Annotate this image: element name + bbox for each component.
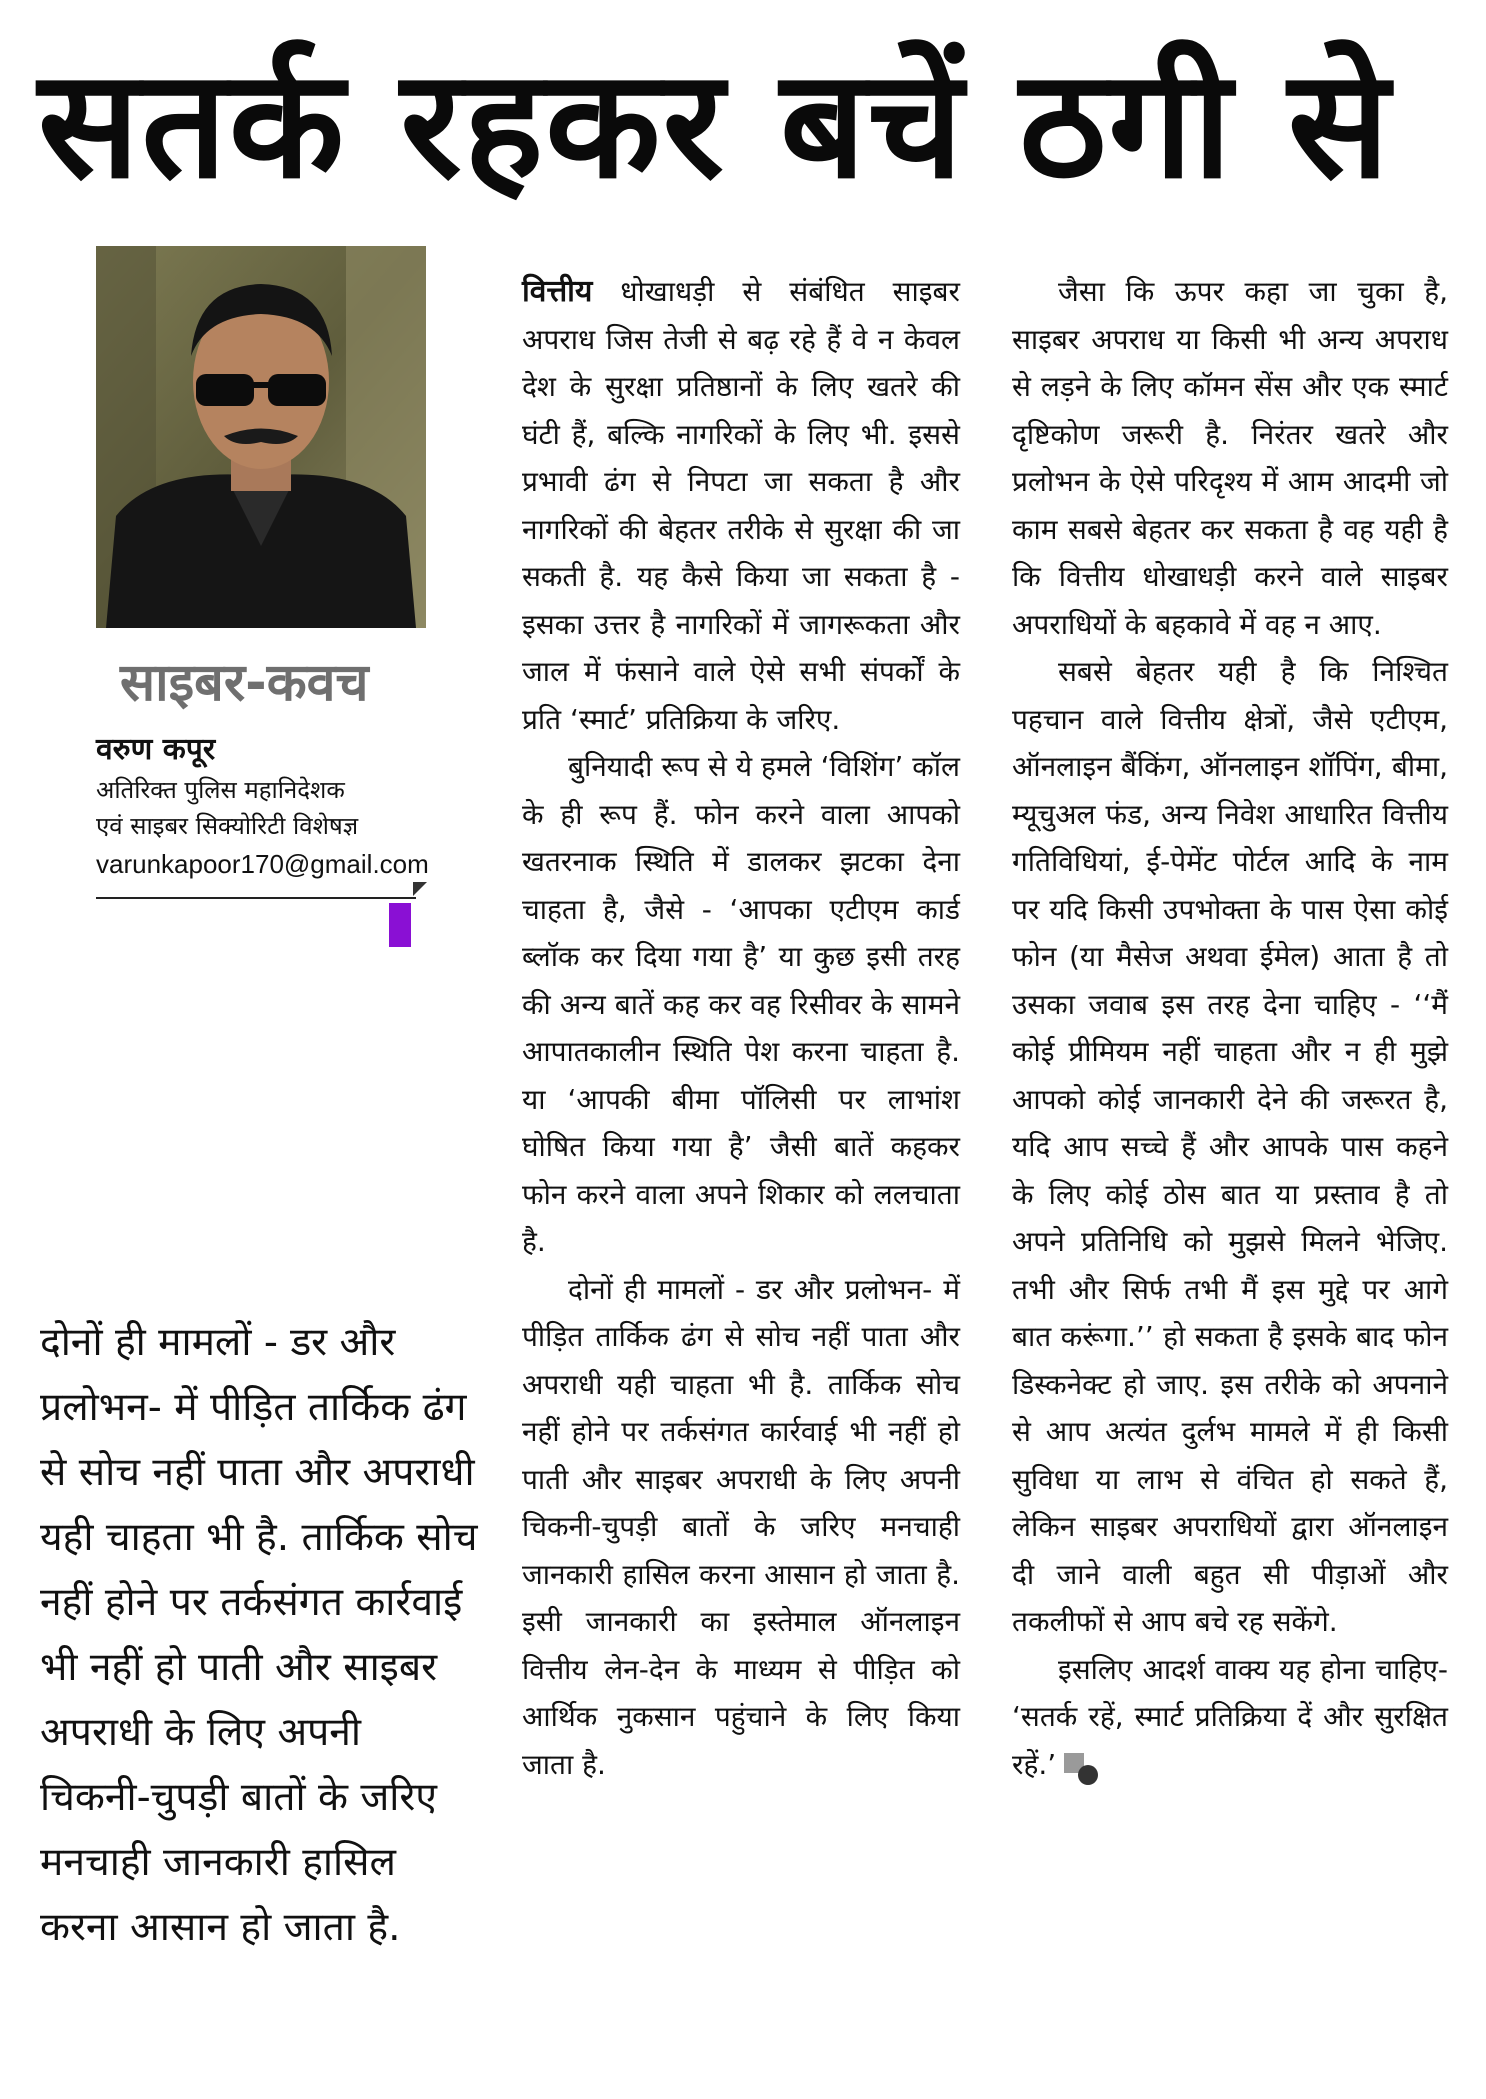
lead-word: वित्तीय <box>522 274 593 309</box>
author-designation-line2: एवं साइबर सिक्योरिटी विशेषज्ञ <box>96 812 359 840</box>
author-designation-line1: अतिरिक्त पुलिस महानिदेशक <box>96 776 345 804</box>
article-column-1 <box>522 268 960 1788</box>
column-title: साइबर-कवच <box>120 653 369 713</box>
author-email[interactable]: varunkapoor170@gmail.com <box>96 849 429 879</box>
author-photo <box>96 246 426 628</box>
headline: सतर्क रहकर बचें ठगी से <box>38 38 1392 212</box>
end-mark-icon <box>1064 1751 1104 1781</box>
author-info <box>96 728 496 884</box>
article-paragraph-6 <box>1012 1646 1448 1789</box>
pull-quote: दोनों ही मामलों - डर और प्रलोभन- में पीड़ित तार्किक ढंग से सोच नहीं पाता और अपराधी यही चाहता भी है. तार्किक सोच नहीं होने पर तर्कसंगत कार्रवाई भी नहीं हो पाती और साइबर अपराधी के लिए अपनी चिकनी-चुपड़ी बातों के जरिए मनचाही जानकारी हासिल करना आसान हो जाता है. <box>40 1320 478 1950</box>
article-paragraph-1 <box>522 268 960 743</box>
author-portrait-image <box>96 246 426 628</box>
author-divider <box>96 897 416 899</box>
article-paragraph-2: बुनियादी रूप से ये हमले ‘विशिंग’ कॉल के ही रूप हैं. फोन करने वाला आपको खतरनाक स्थिति में डालकर झटका देना चाहता है, जैसे - ‘आपका एटीएम कार्ड ब्लॉक कर दिया गया है’ या कुछ इसी तरह की अन्य बातें कह कर वह रिसीवर के सामने आपातकालीन स्थिति पेश करना चाहता है. या ‘आपकी बीमा पॉलिसी पर लाभांश घोषित किया गया है’ जैसी बातें कहकर फोन करने वाला अपने शिकार को ललचाता है. <box>522 750 960 1258</box>
article-paragraph-3: दोनों ही मामलों - डर और प्रलोभन- में पीड़ित तार्किक ढंग से सोच नहीं पाता और अपराधी यही चाहता भी है. तार्किक सोच नहीं होने पर तर्कसंगत कार्रवाई भी नहीं हो पाती और साइबर अपराधी के लिए अपनी चिकनी-चुपड़ी बातों के जरिए मनचाही जानकारी हासिल करना आसान हो जाता है. इसी जानकारी का इस्तेमाल ऑनलाइन वित्तीय लेन-देन के माध्यम से पीड़ित को आर्थिक नुकसान पहुंचाने के लिए किया जाता है. <box>522 1272 960 1781</box>
accent-bar <box>389 903 411 947</box>
divider-tick <box>413 882 427 896</box>
author-name: वरुण कपूर <box>96 732 216 767</box>
article-column-2 <box>1012 268 1448 1788</box>
article-paragraph-4: जैसा कि ऊपर कहा जा चुका है, साइबर अपराध या किसी भी अन्य अपराध से लड़ने के लिए कॉमन सेंस और एक स्मार्ट दृष्टिकोण जरूरी है. निरंतर खतरे और प्रलोभन के ऐसे परिदृश्य में आम आदमी जो काम सबसे बेहतर कर सकता है वह यही है कि वित्तीय धोखाधड़ी करने वाले साइबर अपराधियों के बहकावे में वह न आए. <box>1012 275 1448 641</box>
paragraph-1-text: धोखाधड़ी से संबंधित साइबर अपराध जिस तेजी से बढ़ रहे हैं वे न केवल देश के सुरक्षा प्रतिष्ठानों के लिए खतरे की घंटी हैं, बल्कि नागरिकों के लिए भी. इससे प्रभावी ढंग से निपटा जा सकता है और नागरिकों की बेहतर तरीके से सुरक्षा की जा सकती है. यह कैसे किया जा सकता है - इसका उत्तर है नागरिकों में जागरूकता और जाल में फंसाने वाले ऐसे सभी संपर्कों के प्रति ‘स्मार्ट’ प्रतिक्रिया के जरिए. <box>522 275 960 736</box>
paragraph-6-text: इसलिए आदर्श वाक्य यह होना चाहिए- ‘सतर्क रहें, स्मार्ट प्रतिक्रिया दें और सुरक्षित रहें.’ <box>1012 1652 1448 1781</box>
article-paragraph-5: सबसे बेहतर यही है कि निश्चित पहचान वाले वित्तीय क्षेत्रों, जैसे एटीएम, ऑनलाइन बैंकिंग, ऑनलाइन शॉपिंग, बीमा, म्यूचुअल फंड, अन्य निवेश आधारित वित्तीय गतिविधियां, ई-पेमेंट पोर्टल आदि के नाम पर यदि किसी उपभोक्ता के पास ऐसा कोई फोन (या मैसेज अथवा ईमेल) आता है तो उसका जवाब इस तरह देना चाहिए - ‘‘मैं कोई प्रीमियम नहीं चाहता और न ही मुझे आपको कोई जानकारी देने की जरूरत है, यदि आप सच्चे हैं और आपके पास कहने के लिए कोई ठोस बात या प्रस्ताव है तो अपने प्रतिनिधि को मुझसे मिलने भेजिए. तभी और सिर्फ तभी मैं इस मुद्दे पर आगे बात करूंगा.’’ हो सकता है इसके बाद फोन डिस्कनेक्ट हो जाए. इस तरीके को अपनाने से आप अत्यंत दुर्लभ मामले में ही किसी सुविधा या लाभ से वंचित हो सकते हैं, लेकिन साइबर अपराधियों द्वारा ऑनलाइन दी जाने वाली बहुत सी पीड़ाओं और तकलीफों से आप बचे रह सकेंगे. <box>1012 655 1448 1638</box>
